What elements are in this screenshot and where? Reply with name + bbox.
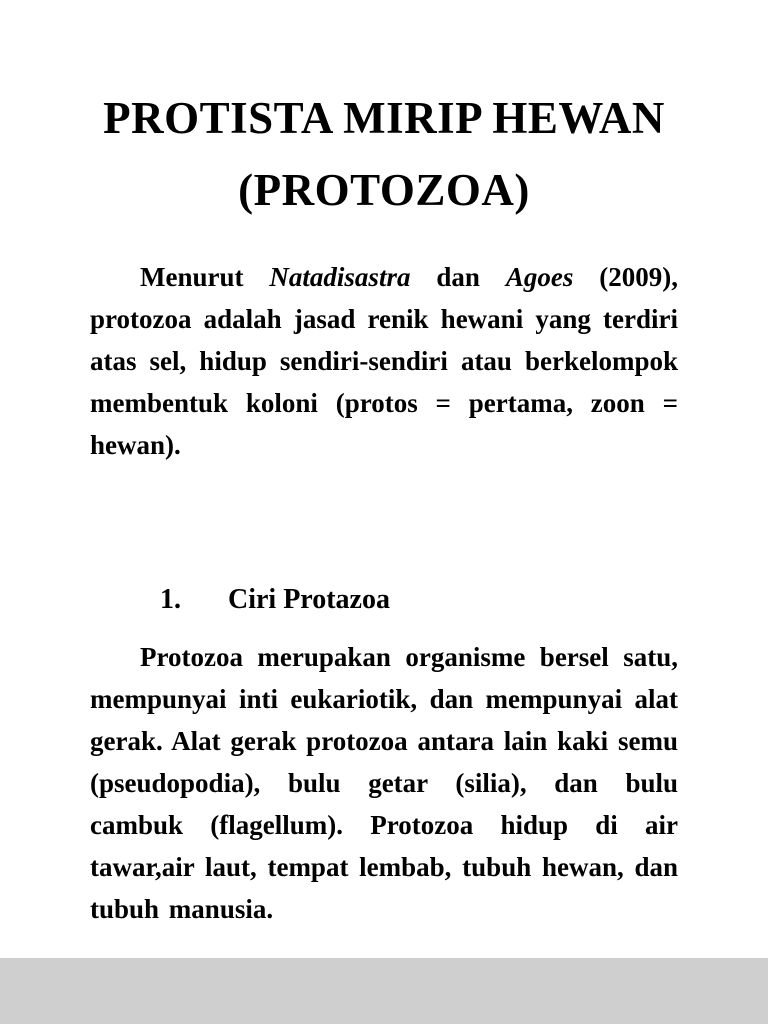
paragraph1-text-3: (2009), protozoa adalah jasad renik hewani yang terdiri atas sel, hidup sendiri-sendiri atau berkelompok membentuk koloni (protos = pertama, zoon = hewan). [90, 262, 678, 460]
section-title: Ciri Protazoa [228, 584, 390, 615]
paragraph1-text-1: Menurut [140, 262, 270, 292]
title-line-1: PROTISTA MIRIP HEWAN [103, 93, 665, 143]
section-number: 1. [160, 584, 181, 615]
author-name-italic-1: Natadisastra [269, 262, 411, 292]
ciri-paragraph: Protozoa merupakan organisme bersel satu, mempunyai inti eukariotik, dan mempunyai alat gerak. Alat gerak protozoa antara lain kaki semu (pseudopodia), bulu getar (silia), dan bulu cambuk (flagellum). Protozoa hidup di air tawar,air laut, tempat lembab, tubuh hewan, dan tubuh manusia. [90, 642, 678, 924]
title-line-2: (PROTOZOA) [238, 165, 530, 215]
author-name-italic-2: Agoes [505, 262, 574, 292]
page-title [90, 82, 678, 226]
section-heading [160, 582, 678, 618]
intro-paragraph [90, 256, 678, 466]
page-bottom-margin [0, 958, 768, 1024]
paragraph1-text-2: dan [410, 262, 506, 292]
